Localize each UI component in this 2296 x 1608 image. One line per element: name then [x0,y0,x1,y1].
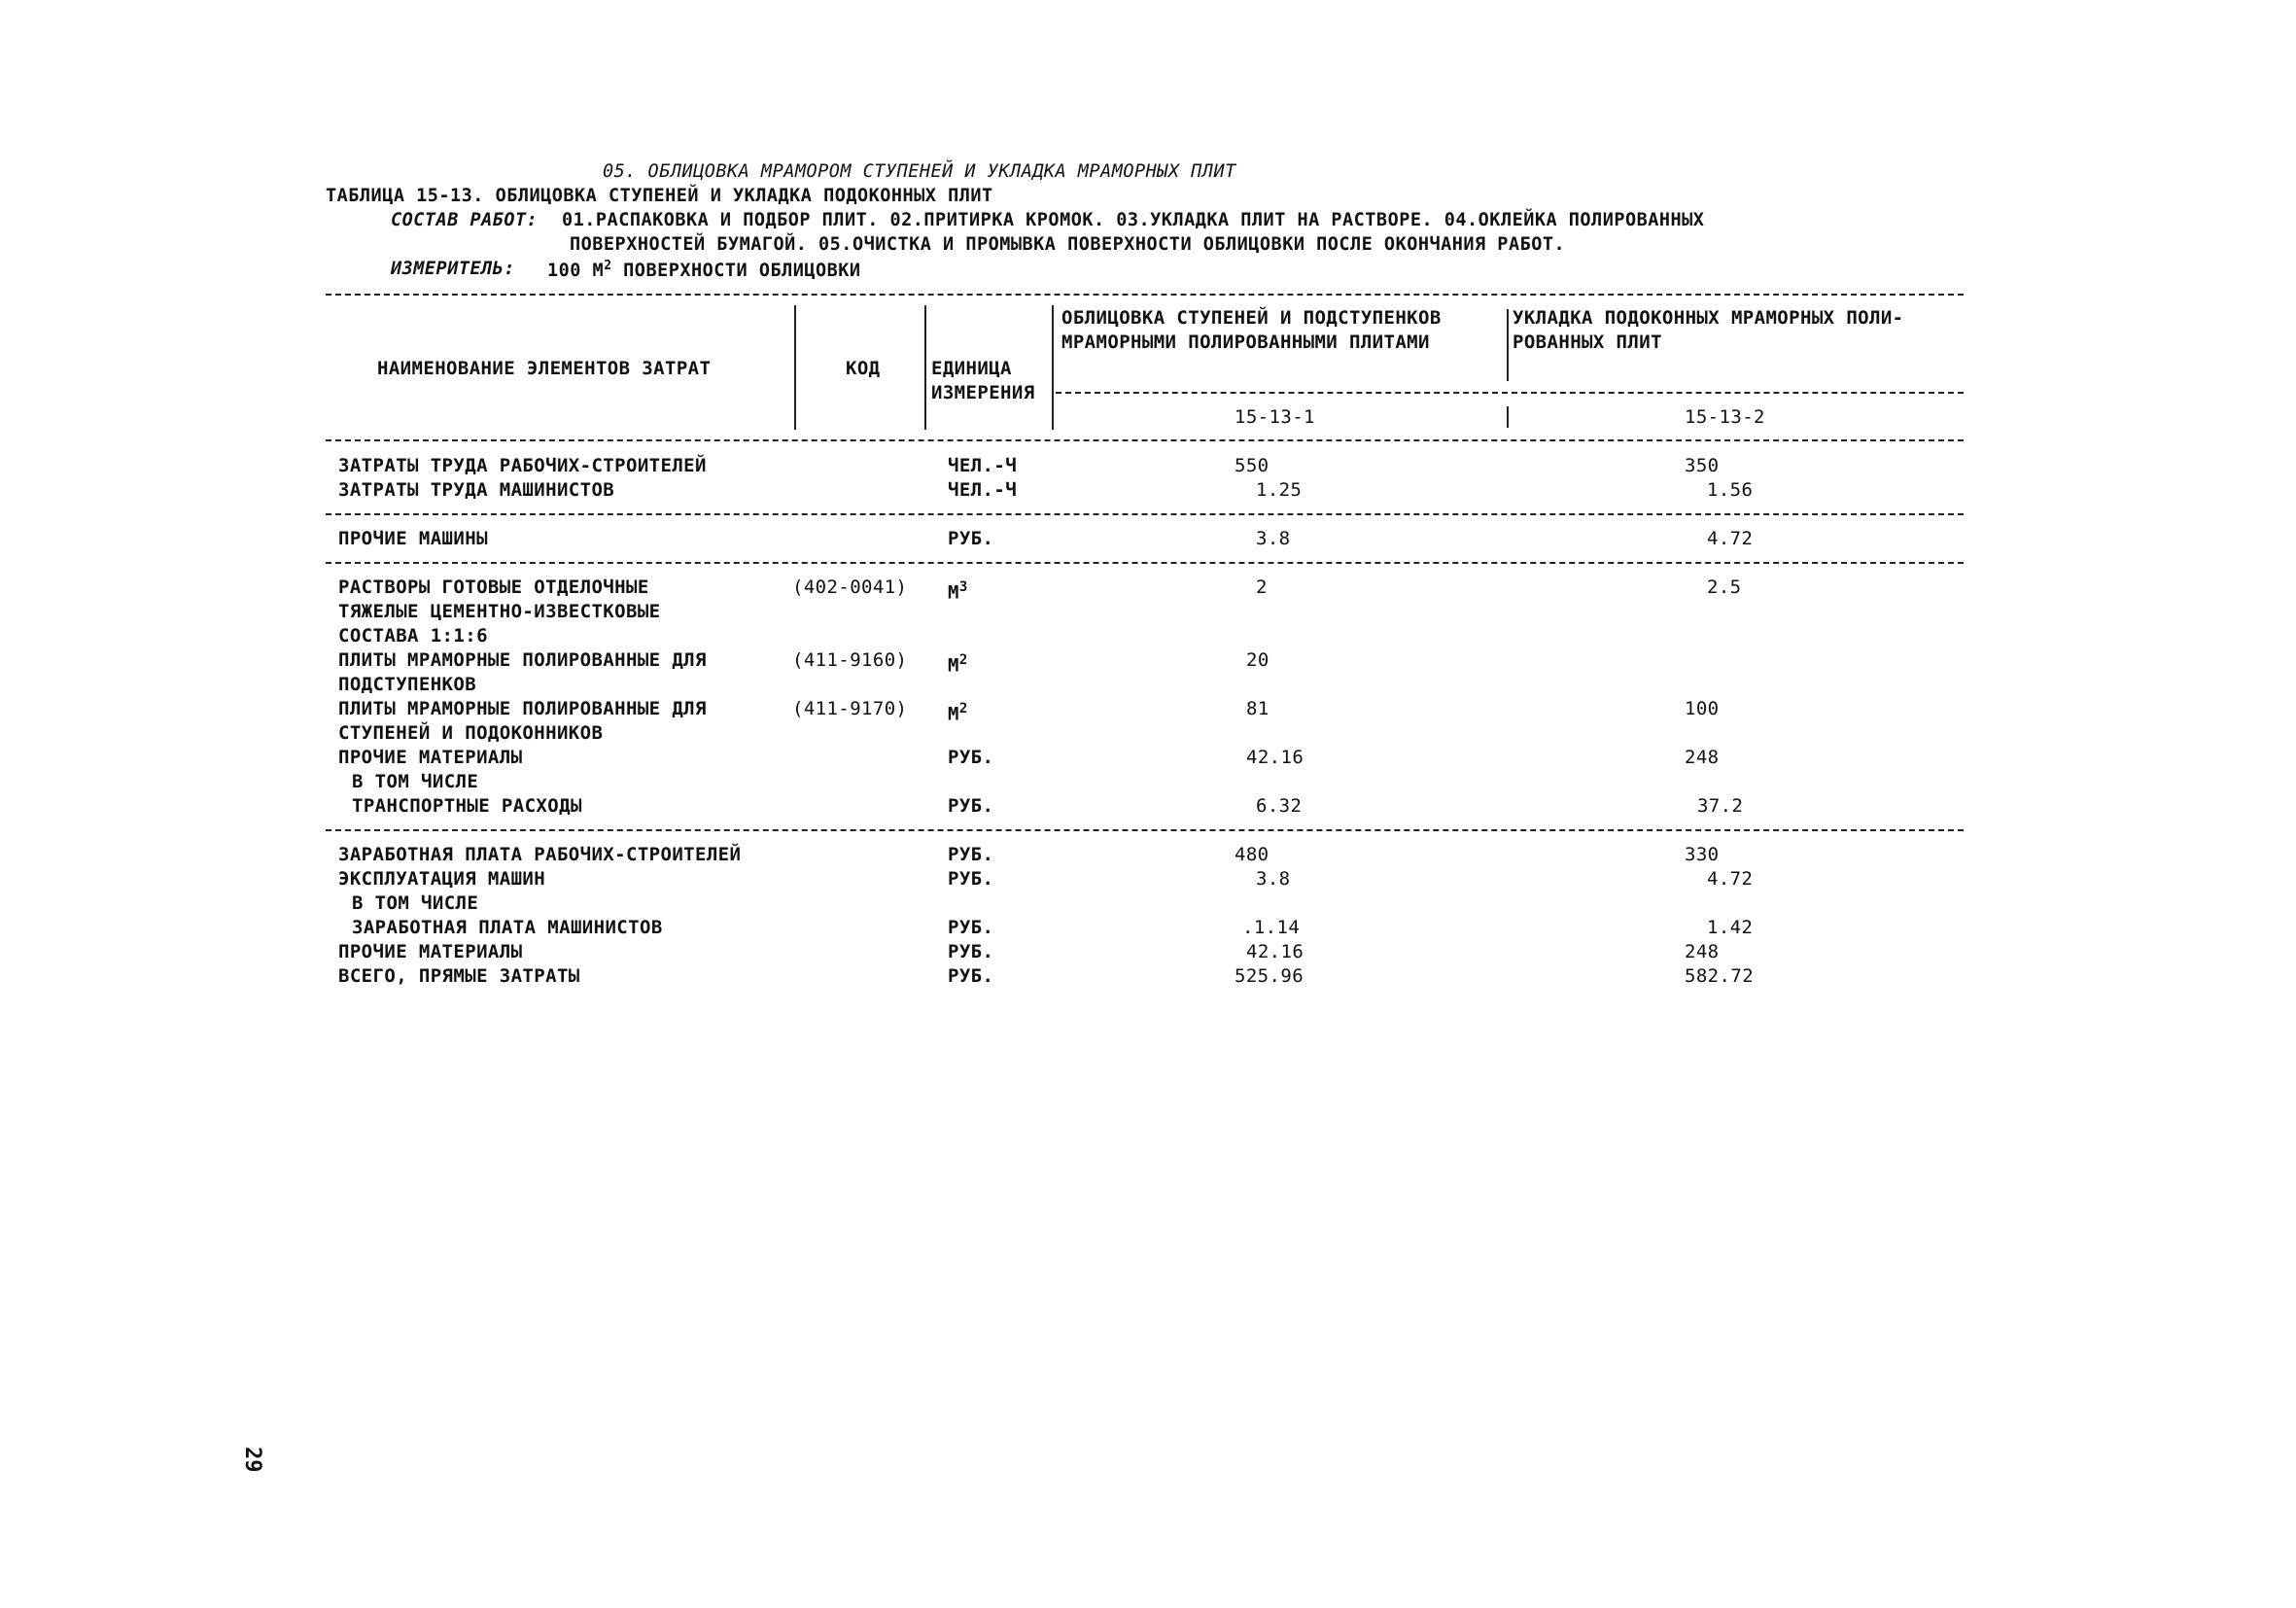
work-line-2: ПОВЕРХНОСТЕЙ БУМАГОЙ. 05.ОЧИСТКА И ПРОМЫВКА ПОВЕРХНОСТИ ОБЛИЦОВКИ ПОСЛЕ ОКОНЧАНИЯ РАБОТ. [570,234,1566,255]
header-bottom-rule [326,439,1964,441]
row-value-2: 330 [1685,844,1720,865]
row-value-2: 1.42 [1707,917,1754,938]
row-name: ЗАРАБОТНАЯ ПЛАТА МАШИНИСТОВ [352,917,663,938]
page-number: 29 [240,1447,264,1473]
row-name-cont: ПОДСТУПЕНКОВ [338,674,477,695]
col-header-2-line-2: РОВАННЫХ ПЛИТ [1513,332,1662,353]
row-name: ЭКСПЛУАТАЦИЯ МАШИН [338,868,546,890]
row-name: ВСЕГО, ПРЯМЫЕ ЗАТРАТЫ [338,965,580,987]
col-header-unit-2: ИЗМЕРЕНИЯ [931,382,1035,403]
row-unit: РУБ. [948,844,994,865]
row-unit: ЧЕЛ.-Ч [948,479,1018,501]
group-rule-1 [326,513,1964,515]
row-value-1: 20 [1246,649,1270,671]
row-value-2: 350 [1685,455,1720,476]
row-name: ПРОЧИЕ МАТЕРИАЛЫ [338,747,523,768]
row-unit: РУБ. [948,965,994,987]
row-value-2: 4.72 [1707,868,1754,890]
row-name: РАСТВОРЫ ГОТОВЫЕ ОТДЕЛОЧНЫЕ [338,577,649,598]
row-unit: РУБ. [948,868,994,890]
col-header-unit-1: ЕДИНИЦА [931,358,1012,379]
row-name: ТРАНСПОРТНЫЕ РАСХОДЫ [352,795,582,817]
row-value-1: 81 [1246,698,1270,719]
measure-label: ИЗМЕРИТЕЛЬ: [391,259,516,279]
row-unit: $М^2$ [948,701,968,725]
col-header-1-line-2: МРАМОРНЫМИ ПОЛИРОВАННЫМИ ПЛИТАМИ [1061,332,1430,353]
row-name: ЗАРАБОТНАЯ ПЛАТА РАБОЧИХ-СТРОИТЕЛЕЙ [338,844,742,865]
col-code-15-13-2: 15-13-2 [1685,406,1765,428]
row-value-2: 4.72 [1707,528,1754,549]
work-line-1: 01.РАСПАКОВКА И ПОДБОР ПЛИТ. 02.ПРИТИРКА КРОМОК. 03.УКЛАДКА ПЛИТ НА РАСТВОРЕ. 04.ОКЛЕЙКА ПОЛИРОВАННЫХ [562,210,1705,230]
col-code-15-13-1: 15-13-1 [1235,406,1315,428]
row-code: (411-9160) [792,649,908,671]
row-unit: РУБ. [948,747,994,768]
col-sep-4a [1507,309,1509,381]
row-name-cont: ТЯЖЕЛЫЕ ЦЕМЕНТНО-ИЗВЕСТКОВЫЕ [338,601,661,622]
section-title: 05. ОБЛИЦОВКА МРАМОРОМ СТУПЕНЕЙ И УКЛАДКА МРАМОРНЫХ ПЛИТ [603,161,1236,182]
row-value-2: 1.56 [1707,479,1754,501]
row-code: (411-9170) [792,698,908,719]
row-name: ЗАТРАТЫ ТРУДА МАШИНИСТОВ [338,479,615,501]
row-name-cont: СОСТАВА 1:1:6 [338,625,488,647]
col-sep-1 [794,305,796,430]
row-name: ЗАТРАТЫ ТРУДА РАБОЧИХ-СТРОИТЕЛЕЙ [338,455,707,476]
row-value-1: .1.14 [1242,917,1301,938]
row-value-2: 582.72 [1685,965,1755,987]
row-unit: $М^3$ [948,579,968,604]
col-sep-4b [1507,406,1509,428]
table-top-rule [326,294,1964,296]
row-value-1: 6.32 [1256,795,1303,817]
row-value-2: 248 [1685,941,1720,962]
sub-header-rule [1056,392,1964,394]
row-unit: РУБ. [948,795,994,817]
row-value-1: 2 [1256,577,1268,598]
row-value-1: 525.96 [1235,965,1305,987]
col-header-code: КОД [846,358,881,379]
row-name: В ТОМ ЧИСЛЕ [352,892,479,914]
row-value-2: 37.2 [1697,795,1744,817]
row-value-1: 550 [1235,455,1270,476]
row-name: ПЛИТЫ МРАМОРНЫЕ ПОЛИРОВАННЫЕ ДЛЯ [338,698,707,719]
col-header-1-line-1: ОБЛИЦОВКА СТУПЕНЕЙ И ПОДСТУПЕНКОВ [1061,307,1442,329]
row-name: ПЛИТЫ МРАМОРНЫЕ ПОЛИРОВАННЫЕ ДЛЯ [338,649,707,671]
col-sep-3 [1052,305,1054,430]
col-sep-2 [924,305,926,430]
work-label: СОСТАВ РАБОТ: [391,210,539,230]
group-rule-2 [326,562,1964,564]
row-value-2: 2.5 [1707,577,1742,598]
row-unit: РУБ. [948,528,994,549]
row-name: ПРОЧИЕ МАШИНЫ [338,528,488,549]
row-value-1: 3.8 [1256,868,1291,890]
col-header-2-line-1: УКЛАДКА ПОДОКОННЫХ МРАМОРНЫХ ПОЛИ- [1513,307,1904,329]
group-rule-3 [326,829,1964,831]
row-name-cont: СТУПЕНЕЙ И ПОДОКОННИКОВ [338,722,604,744]
row-name: ПРОЧИЕ МАТЕРИАЛЫ [338,941,523,962]
measure-value: 100 $М^2$ ПОВЕРХНОСТИ ОБЛИЦОВКИ [547,259,861,282]
row-unit: ЧЕЛ.-Ч [948,455,1018,476]
row-unit: РУБ. [948,917,994,938]
row-value-2: 100 [1685,698,1720,719]
row-unit: $М^2$ [948,652,968,677]
table-title: ТАБЛИЦА 15-13. ОБЛИЦОВКА СТУПЕНЕЙ И УКЛАДКА ПОДОКОННЫХ ПЛИТ [326,186,993,206]
row-code: (402-0041) [792,577,908,598]
row-value-1: 42.16 [1246,941,1305,962]
row-name: В ТОМ ЧИСЛЕ [352,771,479,792]
row-value-2: 248 [1685,747,1720,768]
row-value-1: 3.8 [1256,528,1291,549]
row-unit: РУБ. [948,941,994,962]
row-value-1: 42.16 [1246,747,1305,768]
col-header-name: НАИМЕНОВАНИЕ ЭЛЕМЕНТОВ ЗАТРАТ [377,358,712,379]
row-value-1: 480 [1235,844,1270,865]
row-value-1: 1.25 [1256,479,1303,501]
